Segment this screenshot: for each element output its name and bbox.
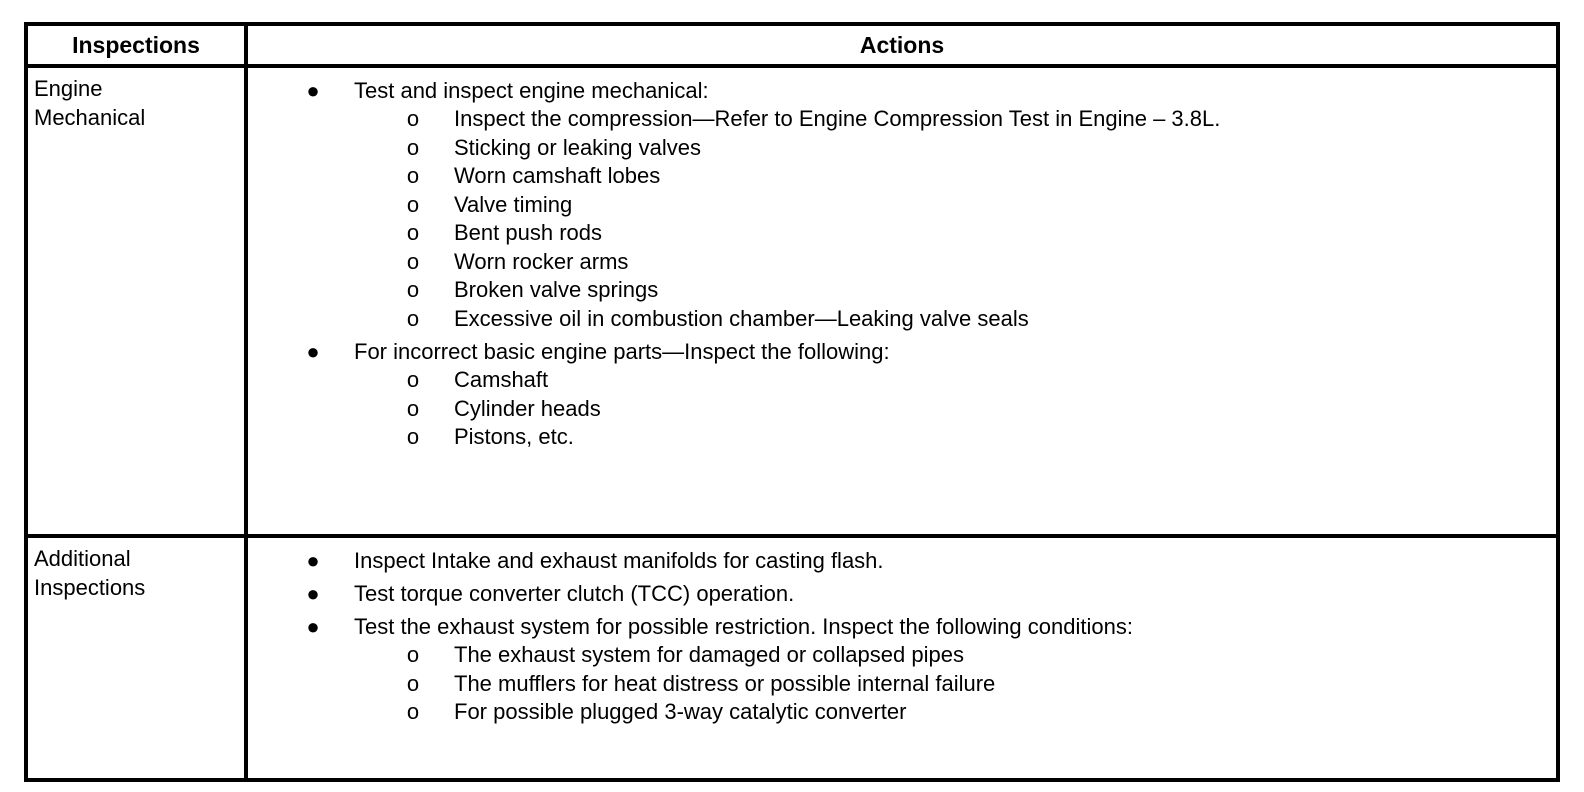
- sub-item: [248, 366, 1556, 395]
- bullet-icon: ●: [306, 78, 320, 103]
- bullet-item: [248, 546, 1556, 575]
- inspection-label-line: Engine: [34, 76, 103, 101]
- sub-item: [248, 191, 1556, 220]
- circle-bullet-icon: o: [406, 163, 420, 188]
- circle-bullet-icon: o: [406, 305, 420, 331]
- sub-item-text: The exhaust system for damaged or collapsed pipes: [454, 642, 964, 668]
- table-row-engine-mechanical: [26, 66, 1558, 536]
- inspection-actions-table: [24, 22, 1560, 782]
- bullet-item: [248, 612, 1556, 641]
- actions-cell: [246, 536, 1558, 780]
- bullet-icon: ●: [306, 581, 320, 607]
- sub-item-text: Inspect the compression—Refer to Engine Compression Test in Engine – 3.8L.: [454, 106, 1221, 131]
- inspection-label-line: Inspections: [34, 575, 146, 601]
- sub-item-text: Excessive oil in combustion chamber—Leaking valve seals: [454, 305, 1029, 331]
- sub-item-text: Pistons, etc.: [454, 424, 574, 449]
- inspection-label: [28, 538, 244, 602]
- sub-item: [248, 162, 1556, 191]
- sub-list: [248, 366, 1556, 452]
- sub-item-text: Worn camshaft lobes: [454, 163, 661, 188]
- actions-cell: [246, 66, 1558, 536]
- bullet-text: Inspect Intake and exhaust manifolds for casting flash.: [354, 548, 884, 574]
- inspection-label: [28, 68, 244, 132]
- circle-bullet-icon: o: [406, 424, 420, 449]
- sub-item: [248, 219, 1556, 248]
- table-row-additional-inspections: [26, 536, 1558, 780]
- circle-bullet-icon: o: [406, 670, 420, 696]
- circle-bullet-icon: o: [406, 191, 420, 217]
- sub-item: [248, 305, 1556, 334]
- sub-item: [248, 276, 1556, 305]
- circle-bullet-icon: o: [406, 395, 420, 421]
- circle-bullet-icon: o: [406, 134, 420, 160]
- sub-item-text: Worn rocker arms: [454, 248, 629, 274]
- sub-item-text: For possible plugged 3-way catalytic converter: [454, 699, 907, 725]
- actions-list: [248, 68, 1556, 452]
- actions-list: [248, 538, 1556, 727]
- sub-item-text: Valve timing: [454, 191, 573, 217]
- header-actions: Actions: [246, 24, 1558, 66]
- circle-bullet-icon: o: [406, 248, 420, 274]
- inspection-cell: [26, 536, 246, 780]
- sub-item: [248, 670, 1556, 699]
- bullet-text: Test the exhaust system for possible restriction. Inspect the following conditions:: [354, 614, 1133, 640]
- sub-item: [248, 423, 1556, 452]
- sub-item: [248, 105, 1556, 134]
- sub-item-text: Bent push rods: [454, 220, 602, 245]
- bullet-item: [248, 337, 1556, 366]
- inspection-label-line: Additional: [34, 546, 131, 572]
- bullet-item: [248, 76, 1556, 105]
- circle-bullet-icon: o: [406, 642, 420, 668]
- bullet-icon: ●: [306, 339, 320, 364]
- inspection-label-line: Mechanical: [34, 105, 146, 130]
- sub-item: [248, 395, 1556, 424]
- sub-list: [248, 641, 1556, 727]
- bullet-icon: ●: [306, 614, 320, 640]
- circle-bullet-icon: o: [406, 106, 420, 131]
- bullet-text: Test and inspect engine mechanical:: [354, 78, 709, 103]
- bullet-item: [248, 579, 1556, 608]
- sub-item: [248, 698, 1556, 727]
- sub-item-text: The mufflers for heat distress or possible internal failure: [454, 670, 996, 696]
- sub-item-text: Cylinder heads: [454, 395, 601, 421]
- sub-item-text: Sticking or leaking valves: [454, 134, 702, 160]
- sub-list: [248, 105, 1556, 333]
- sub-item: [248, 134, 1556, 163]
- sub-item: [248, 641, 1556, 670]
- circle-bullet-icon: o: [406, 220, 420, 245]
- inspection-cell: [26, 66, 246, 536]
- circle-bullet-icon: o: [406, 367, 420, 392]
- bullet-icon: ●: [306, 548, 320, 574]
- header-inspections: Inspections: [26, 24, 246, 66]
- circle-bullet-icon: o: [406, 699, 420, 725]
- sub-item-text: Broken valve springs: [454, 277, 659, 302]
- sub-item: [248, 248, 1556, 277]
- sub-item-text: Camshaft: [454, 367, 549, 392]
- header-row: [26, 24, 1558, 66]
- bullet-text: Test torque converter clutch (TCC) operation.: [354, 581, 795, 607]
- circle-bullet-icon: o: [406, 277, 420, 302]
- bullet-text: For incorrect basic engine parts—Inspect the following:: [354, 339, 890, 364]
